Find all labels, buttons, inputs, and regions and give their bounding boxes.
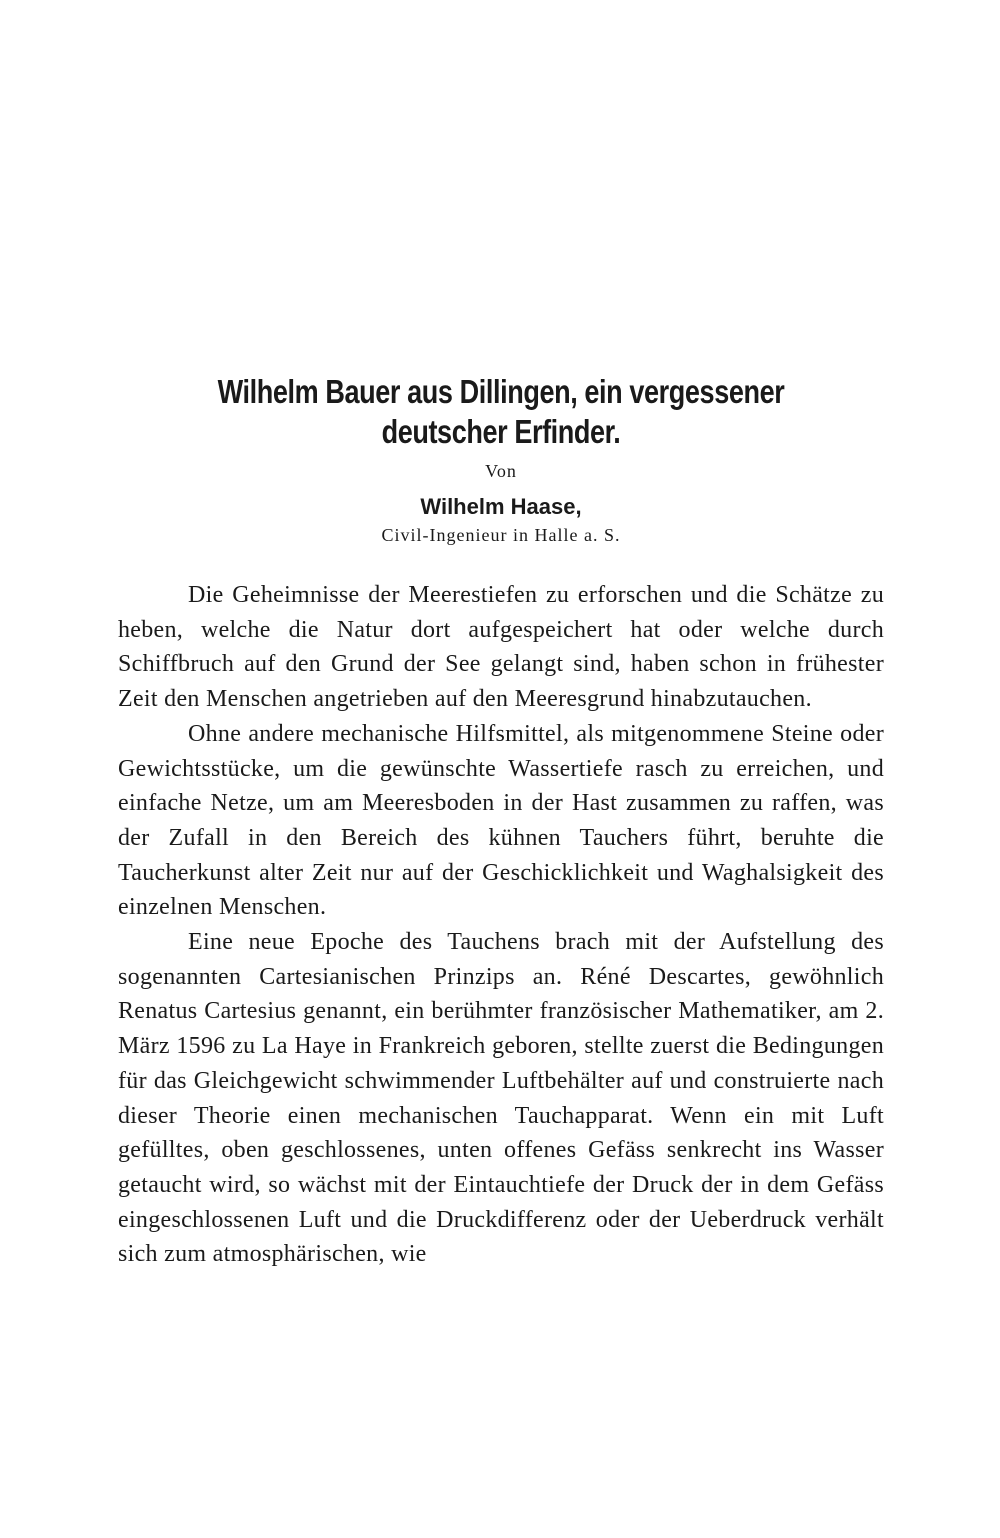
paragraph-2: Ohne andere mechanische Hilfsmittel, als mitgenommene Steine oder Gewichtsstücke, um die gewünschte Wassertiefe rasch zu erreichen, und einfache Netze, um am Meeresboden in der Hast zusammen zu raffen, was der Zufall in den Bereich des kühnen Tauchers führt, beruhte die Taucherkunst alter Zeit nur auf der Geschicklichkeit und Waghalsigkeit des einzelnen Menschen. <box>118 720 884 921</box>
article-title-line-2: deutscher Erfinder. <box>381 413 621 450</box>
author-name: Wilhelm Haase, <box>420 494 582 519</box>
byline-von: Von <box>485 461 517 481</box>
paragraph-1: Die Geheimnisse der Meerestiefen zu erforschen und die Schätze zu heben, welche die Natur dort aufgespeichert hat oder welche durch Schiffbruch auf den Grund der See gelangt sind, haben schon in frühester Zeit den Menschen angetrieben auf den Meeresgrund hinabzutauchen. <box>118 582 884 713</box>
article-title-line-1: Wilhelm Bauer aus Dillingen, ein vergessener <box>217 373 785 410</box>
article-title <box>187 372 815 452</box>
author-affiliation: Civil-Ingenieur in Halle a. S. <box>381 525 621 545</box>
paragraph-3: Eine neue Epoche des Tauchens brach mit der Aufstellung des sogenannten Cartesianischen Prinzips an. Réné Descartes, gewöhnlich Renatus Cartesius genannt, ein berühmter französischer Mathematiker, am 2. März 1596 zu La Haye in Frankreich geboren, stellte zuerst die Bedingungen für das Gleichgewicht schwimmender Luftbehälter auf und construierte nach dieser Theorie einen mechanischen Tauchapparat. Wenn ein mit Luft gefülltes, oben geschlossenes, unten offenes Gefäss senkrecht ins Wasser getaucht wird, so wächst mit der Eintauchtiefe der Druck der in dem Gefäss eingeschlossenen Luft und die Druckdifferenz oder der Ueberdruck verhält sich zum atmosphärischen, wie <box>118 929 884 1268</box>
article-body <box>118 578 884 1272</box>
document-page <box>118 372 884 1272</box>
